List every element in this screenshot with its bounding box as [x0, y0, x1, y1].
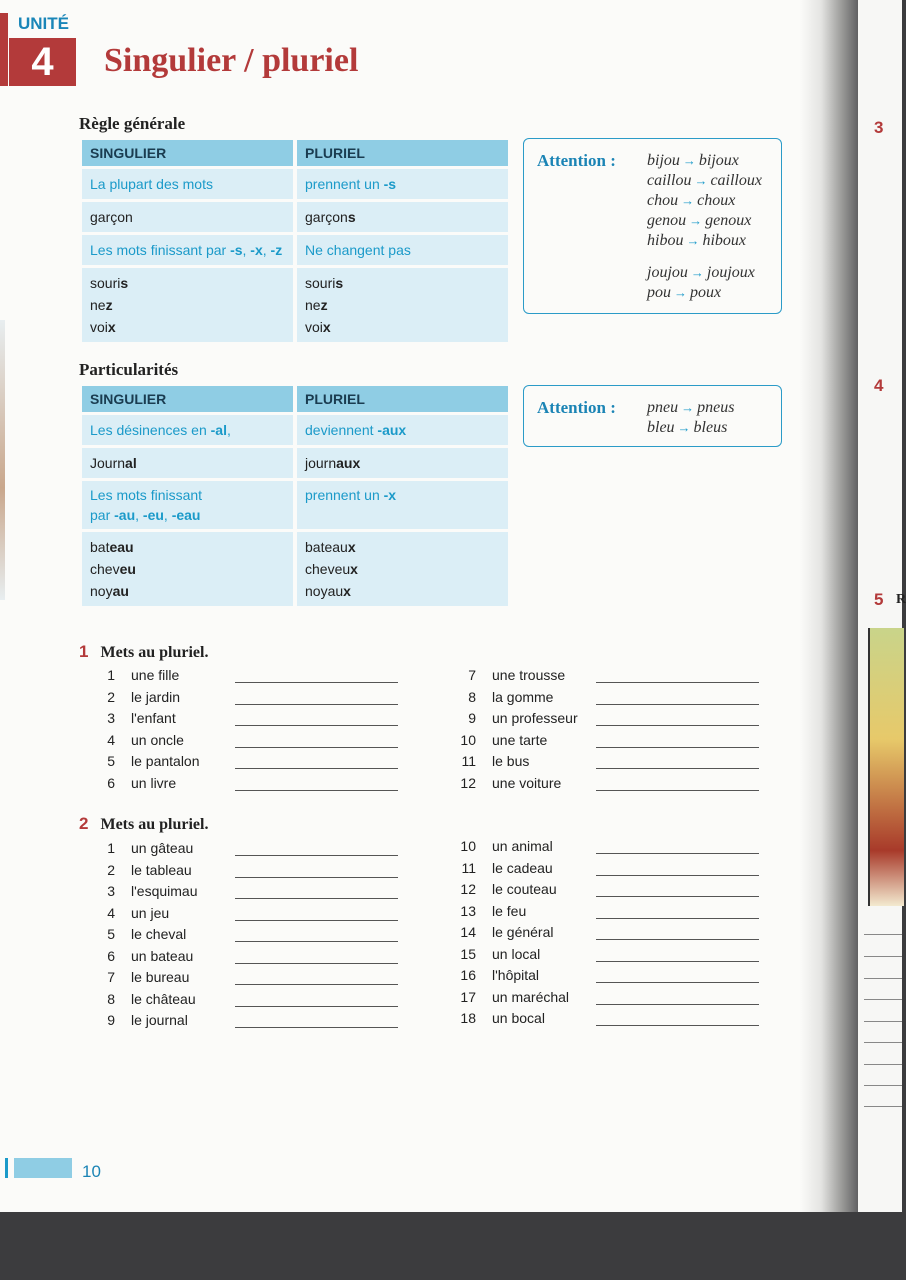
- item-text: le cheval: [131, 926, 187, 942]
- attention-label: Attention :: [537, 398, 616, 417]
- exercise-item: [79, 905, 409, 927]
- item-number: 6: [107, 774, 115, 791]
- exercise-item: [79, 862, 409, 884]
- item-text: le château: [131, 990, 196, 1007]
- item-text: un oncle: [131, 731, 184, 748]
- item-text: le pantalon: [131, 753, 200, 769]
- item-text: un local: [492, 945, 541, 962]
- answer-line[interactable]: [596, 939, 759, 940]
- exercise-item: [440, 775, 770, 797]
- answer-line: [864, 1106, 902, 1107]
- item-number: 11: [461, 753, 476, 769]
- exercise-item: [440, 732, 770, 754]
- answer-line[interactable]: [235, 877, 398, 878]
- answer-line[interactable]: [596, 982, 759, 983]
- rule-cell: prennent un -s: [297, 169, 508, 199]
- item-number: 13: [460, 902, 476, 919]
- answer-line[interactable]: [596, 853, 759, 854]
- answer-line[interactable]: [596, 875, 759, 876]
- exercise-item: [440, 860, 770, 882]
- attention-examples: bijou → bijoux caillou → cailloux chou → choux genou → genoux hibou → hiboux joujou → joujoux pou → poux: [647, 152, 762, 301]
- exercise-item: [79, 732, 409, 754]
- header-pluriel: PLURIEL: [297, 386, 508, 412]
- answer-line[interactable]: [235, 1006, 398, 1007]
- item-number: 8: [468, 688, 476, 705]
- item-text: la gomme: [492, 688, 554, 705]
- exercise-item: [79, 991, 409, 1013]
- answer-line: [864, 999, 902, 1000]
- answer-line[interactable]: [235, 1027, 398, 1028]
- example-cell: bateau cheveu noyau: [82, 532, 293, 606]
- exercise-item: [79, 775, 409, 797]
- item-number: 12: [460, 774, 476, 791]
- exercise-2-heading: 2 Mets au pluriel.: [79, 814, 209, 833]
- exercise-item: [440, 903, 770, 925]
- answer-line: [864, 1042, 902, 1043]
- exercise-2-right-list: [440, 838, 770, 1032]
- item-text: un bocal: [492, 1010, 545, 1026]
- item-text: une trousse: [492, 667, 566, 683]
- exercise-item: [79, 1012, 409, 1034]
- item-number: 1: [107, 667, 115, 683]
- exercise-item: [440, 989, 770, 1011]
- item-text: une fille: [131, 667, 180, 683]
- header-singulier: SINGULIER: [82, 386, 293, 412]
- exercise-1-left-list: [79, 667, 409, 796]
- rule-cell: Ne changent pas: [297, 235, 508, 265]
- item-text: un livre: [131, 774, 177, 791]
- item-number: 5: [107, 753, 115, 769]
- item-text: le couteau: [492, 881, 557, 897]
- unit-number: 4: [9, 38, 76, 86]
- answer-line[interactable]: [235, 984, 398, 985]
- attention-examples: pneu → pneus bleu → bleus: [647, 399, 735, 436]
- item-number: 4: [107, 904, 115, 921]
- item-number: 18: [460, 1010, 476, 1026]
- answer-line: [864, 1085, 902, 1086]
- answer-line[interactable]: [596, 790, 759, 791]
- item-number: 10: [460, 838, 476, 854]
- item-number: 6: [107, 947, 115, 964]
- exercise-item: [440, 946, 770, 968]
- answer-line[interactable]: [235, 725, 398, 726]
- answer-line[interactable]: [596, 1004, 759, 1005]
- example-cell: souris nez voix: [297, 268, 508, 342]
- item-text: le cadeau: [492, 859, 553, 876]
- item-text: un maréchal: [492, 988, 570, 1005]
- exercise-item: [440, 710, 770, 732]
- answer-line[interactable]: [596, 896, 759, 897]
- section-title-particularites: Particularités: [79, 360, 179, 379]
- exercise-item: [79, 753, 409, 775]
- item-text: un bateau: [131, 947, 194, 964]
- item-number: 9: [468, 710, 476, 726]
- attention-box-1: [523, 138, 782, 314]
- answer-line[interactable]: [235, 963, 398, 964]
- exercise-item: [79, 883, 409, 905]
- header-pluriel: PLURIEL: [297, 140, 508, 166]
- adjacent-page: [858, 0, 906, 1212]
- item-number: 12: [460, 881, 476, 897]
- item-text: une voiture: [492, 774, 562, 791]
- section-title-regle: Règle générale: [79, 114, 186, 133]
- example-cell: garçons: [297, 202, 508, 232]
- answer-line[interactable]: [596, 704, 759, 705]
- adjacent-illustration: [868, 628, 904, 906]
- item-number: 2: [107, 688, 115, 705]
- exercise-item: [440, 667, 770, 689]
- answer-line: [864, 1064, 902, 1065]
- rule-cell: Les mots finissant par -au, -eu, -eau: [82, 481, 293, 529]
- exercise-item: [440, 753, 770, 775]
- exercise-1-right-list: [440, 667, 770, 796]
- item-number: 2: [107, 861, 115, 878]
- rule-cell: deviennent -aux: [297, 415, 508, 445]
- adjacent-number: 3: [874, 118, 884, 137]
- answer-line[interactable]: [235, 768, 398, 769]
- attention-box-2: [523, 385, 782, 447]
- item-number: 4: [107, 731, 115, 748]
- example-cell: bateaux cheveux noyaux: [297, 532, 508, 606]
- unit-label: UNITÉ: [18, 14, 69, 33]
- exercise-item: [440, 881, 770, 903]
- item-text: le général: [492, 924, 554, 940]
- item-text: un animal: [492, 838, 553, 854]
- adjacent-number: 5: [874, 590, 884, 609]
- header-singulier: SINGULIER: [82, 140, 293, 166]
- answer-line[interactable]: [596, 1025, 759, 1026]
- attention-label: Attention :: [537, 151, 616, 170]
- answer-line[interactable]: [235, 941, 398, 942]
- answer-line[interactable]: [235, 682, 398, 683]
- answer-line[interactable]: [596, 747, 759, 748]
- exercise-item: [79, 710, 409, 732]
- example-cell: Journal: [82, 448, 293, 478]
- answer-line[interactable]: [235, 704, 398, 705]
- exercise-item: [440, 967, 770, 989]
- item-text: une tarte: [492, 731, 548, 748]
- item-text: le tableau: [131, 861, 192, 878]
- unit-bar: [0, 13, 8, 86]
- exercise-2-left-list: [79, 840, 409, 1034]
- example-cell: garçon: [82, 202, 293, 232]
- exercise-item: [79, 926, 409, 948]
- example-cell: souris nez voix: [82, 268, 293, 342]
- exercise-item: [440, 1010, 770, 1032]
- exercise-item: [440, 924, 770, 946]
- adjacent-letter: R: [896, 592, 906, 607]
- exercise-item: [79, 667, 409, 689]
- exercise-item: [440, 838, 770, 860]
- item-number: 14: [460, 924, 476, 940]
- answer-line: [864, 934, 902, 935]
- answer-line[interactable]: [235, 920, 398, 921]
- exercise-item: [440, 689, 770, 711]
- book-gutter: [800, 0, 860, 1212]
- item-text: l'esquimau: [131, 883, 198, 899]
- item-text: le feu: [492, 902, 527, 919]
- answer-line[interactable]: [235, 855, 398, 856]
- answer-line: [864, 1021, 902, 1022]
- item-number: 15: [460, 945, 476, 962]
- item-number: 7: [468, 667, 476, 683]
- item-number: 3: [107, 710, 115, 726]
- item-text: le journal: [131, 1012, 188, 1028]
- example-cell: journaux: [297, 448, 508, 478]
- answer-line[interactable]: [596, 768, 759, 769]
- item-text: l'hôpital: [492, 967, 540, 983]
- item-number: 3: [107, 883, 115, 899]
- answer-line: [864, 956, 902, 957]
- exercise-item: [79, 969, 409, 991]
- answer-line[interactable]: [235, 790, 398, 791]
- page-edge-strip: [0, 320, 5, 600]
- item-text: un gâteau: [131, 840, 194, 856]
- footer-bar: [0, 1158, 72, 1178]
- item-number: 10: [460, 731, 476, 748]
- particularites-table: [78, 383, 512, 609]
- item-number: 9: [107, 1012, 115, 1028]
- item-number: 5: [107, 926, 115, 942]
- answer-line[interactable]: [235, 747, 398, 748]
- item-text: un jeu: [131, 904, 170, 921]
- item-number: 7: [107, 969, 115, 985]
- answer-line: [864, 978, 902, 979]
- item-number: 1: [107, 840, 115, 856]
- answer-line[interactable]: [235, 898, 398, 899]
- exercise-item: [79, 948, 409, 970]
- page-title: Singulier / pluriel: [104, 42, 359, 79]
- answer-line[interactable]: [596, 682, 759, 683]
- exercise-1-heading: 1 Mets au pluriel.: [79, 642, 209, 661]
- rule-cell: Les mots finissant par -s, -x, -z: [82, 235, 293, 265]
- answer-line[interactable]: [596, 961, 759, 962]
- regle-table: [78, 137, 512, 345]
- rule-cell: La plupart des mots: [82, 169, 293, 199]
- rule-cell: prennent un -x: [297, 481, 508, 529]
- rule-cell: Les désinences en -al,: [82, 415, 293, 445]
- answer-line[interactable]: [596, 725, 759, 726]
- answer-line[interactable]: [596, 918, 759, 919]
- exercise-item: [79, 689, 409, 711]
- item-number: 8: [107, 990, 115, 1007]
- item-number: 16: [460, 967, 476, 983]
- page-number: 10: [82, 1162, 101, 1181]
- item-text: un professeur: [492, 710, 578, 726]
- exercise-item: [79, 840, 409, 862]
- item-text: le bus: [492, 753, 530, 769]
- adjacent-number: 4: [874, 376, 884, 395]
- item-text: l'enfant: [131, 710, 176, 726]
- item-text: le jardin: [131, 688, 181, 705]
- item-text: le bureau: [131, 969, 190, 985]
- item-number: 11: [461, 859, 476, 876]
- item-number: 17: [460, 988, 476, 1005]
